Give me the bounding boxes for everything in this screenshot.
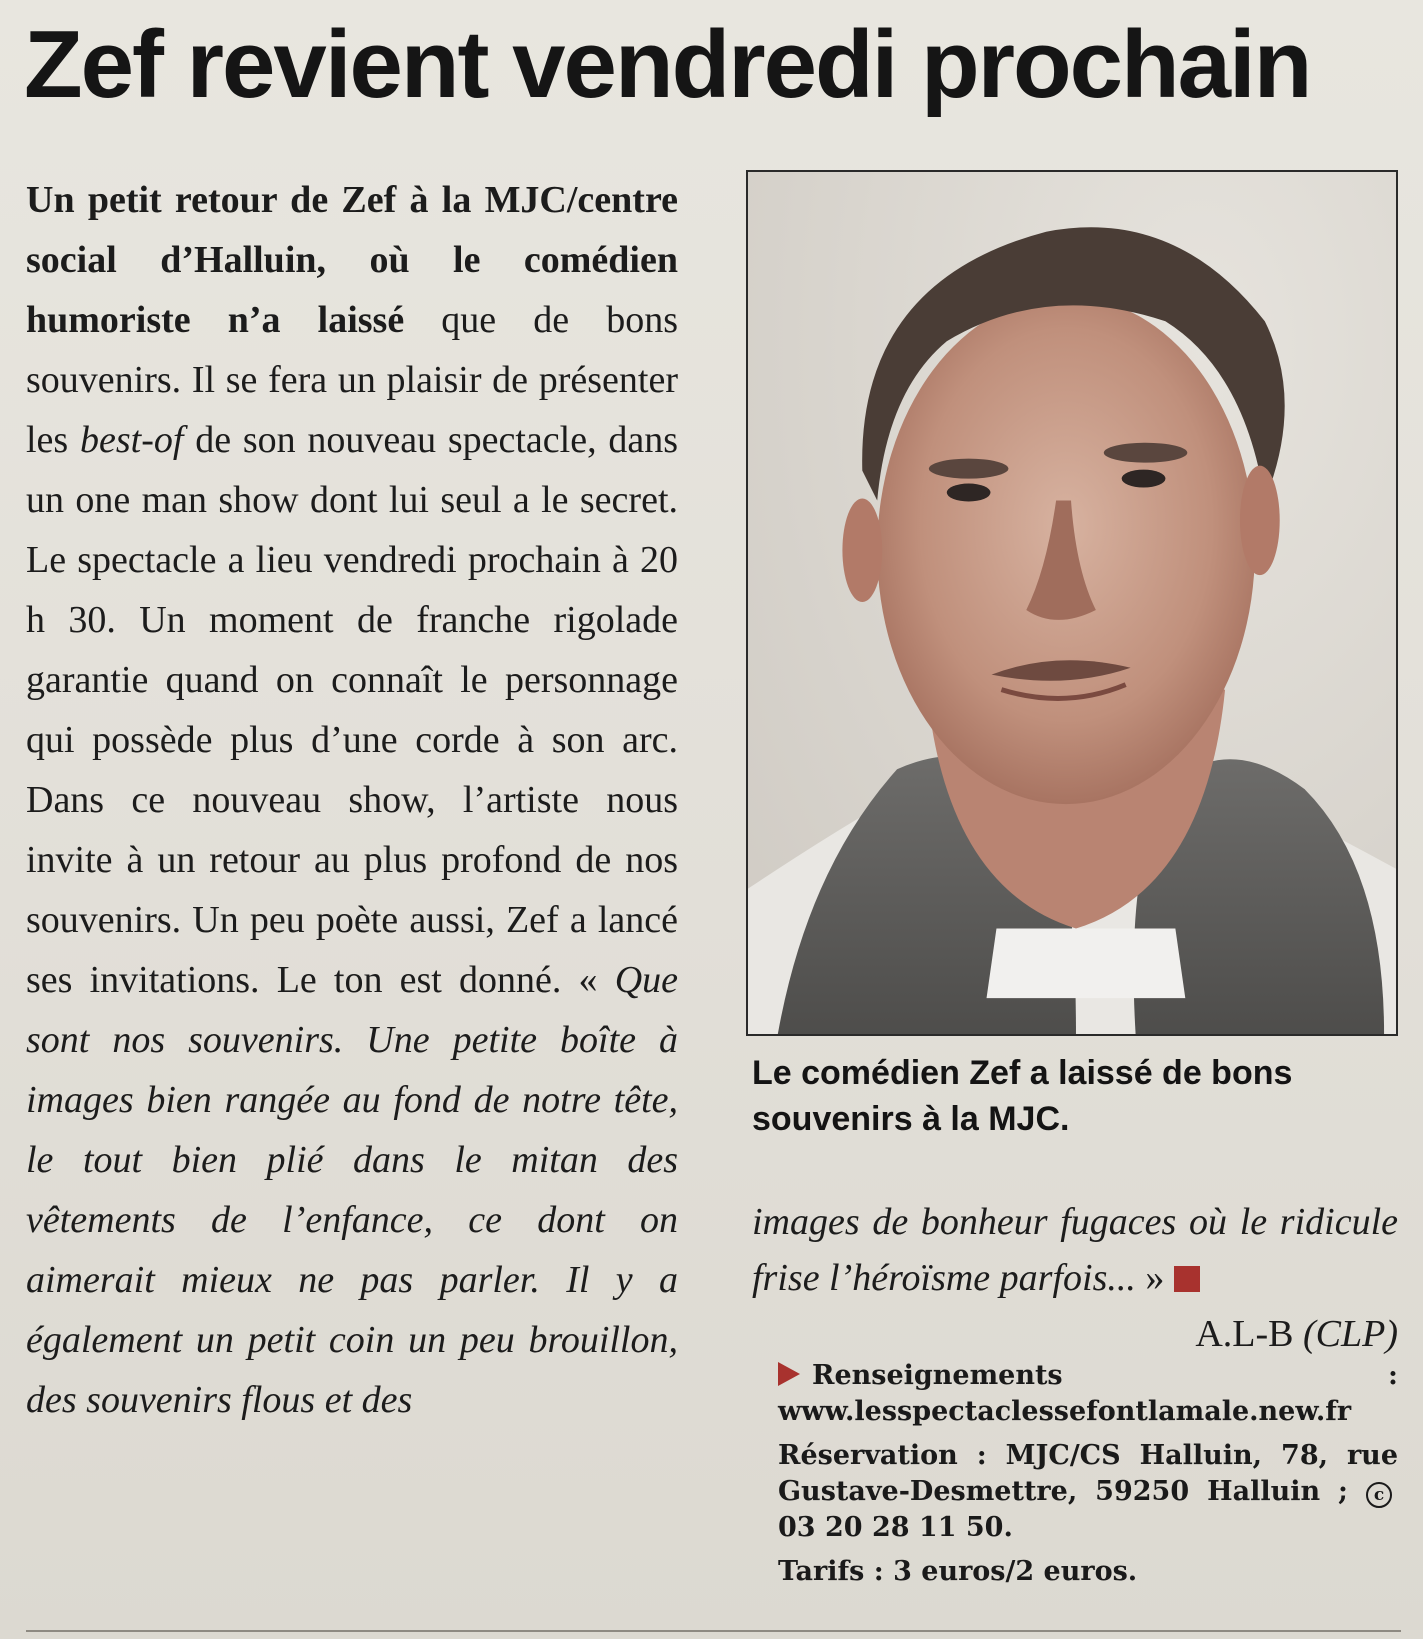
article-paragraph [26,170,678,1430]
bottom-rule [26,1630,1401,1632]
byline-agency: (CLP) [1303,1313,1398,1355]
article-text: de son nouveau spectacle, dans un one man show dont lui seul a le secret. Le spectacle a lieu vendredi prochain à 20 h 30. Un moment de franche rigolade garantie quand on connaît le personnage qui possède plus d’une corde à son arc. Dans ce nouveau show, l’artiste nous invite à un retour au plus profond de nos souvenirs. Un peu poète aussi, Zef a lancé ses invitations. Le ton est donné. « [26,419,679,1001]
info-tarifs [778,1554,1398,1590]
portrait-photo [746,170,1398,1036]
photo-caption: Le comédien Zef a laissé de bons souvenirs à la MJC. [752,1054,1293,1138]
article-paragraph [752,1194,1398,1306]
end-of-article-square-icon [1174,1266,1200,1292]
info-reservation [778,1438,1398,1546]
quote-close: » [1145,1257,1165,1299]
portrait-illustration [748,172,1396,1034]
info-price: 3 euros/2 euros. [893,1556,1138,1587]
practical-info-box [778,1358,1398,1598]
info-label: Renseignements : [812,1360,1398,1391]
headline: Zef revient vendredi prochain [24,11,1311,118]
article-quote: images de bonheur fugaces où le ridicule frise l’héroïsme parfois... [752,1201,1398,1299]
info-address: MJC/CS Halluin, 78, rue Gustave-Desmettre, 59250 Halluin ; [778,1440,1398,1507]
phone-symbol-icon: c [1366,1482,1392,1508]
info-label: Réservation : [778,1440,987,1471]
byline [752,1306,1398,1362]
info-label: Tarifs : [778,1556,884,1587]
info-url: www.lesspectaclessefontlamale.new.fr [778,1396,1352,1427]
article-body-left-column [26,170,678,1430]
article-body-right-column [752,1194,1398,1362]
byline-author: A.L-B [1195,1313,1294,1355]
article-lead: Un petit retour de Zef à la MJC/centre social d’Halluin, où le comédien humoriste n’a laissé [26,179,678,341]
info-phone: 03 20 28 11 50. [778,1512,1013,1543]
article-text: que de bons souvenirs. Il se fera un plaisir de présenter les [26,299,678,461]
article-italic-term: best-of [79,419,184,461]
triangle-arrow-icon [778,1362,800,1386]
info-renseignements [778,1358,1398,1430]
article-quote: Que sont nos souvenirs. Une petite boîte à images bien rangée au fond de notre tête, le tout bien plié dans le mitan des vêtements de l’enfance, ce dont on aimerait mieux ne pas parler. Il y a également un petit coin un peu brouillon, des souvenirs flous et des [26,959,678,1421]
